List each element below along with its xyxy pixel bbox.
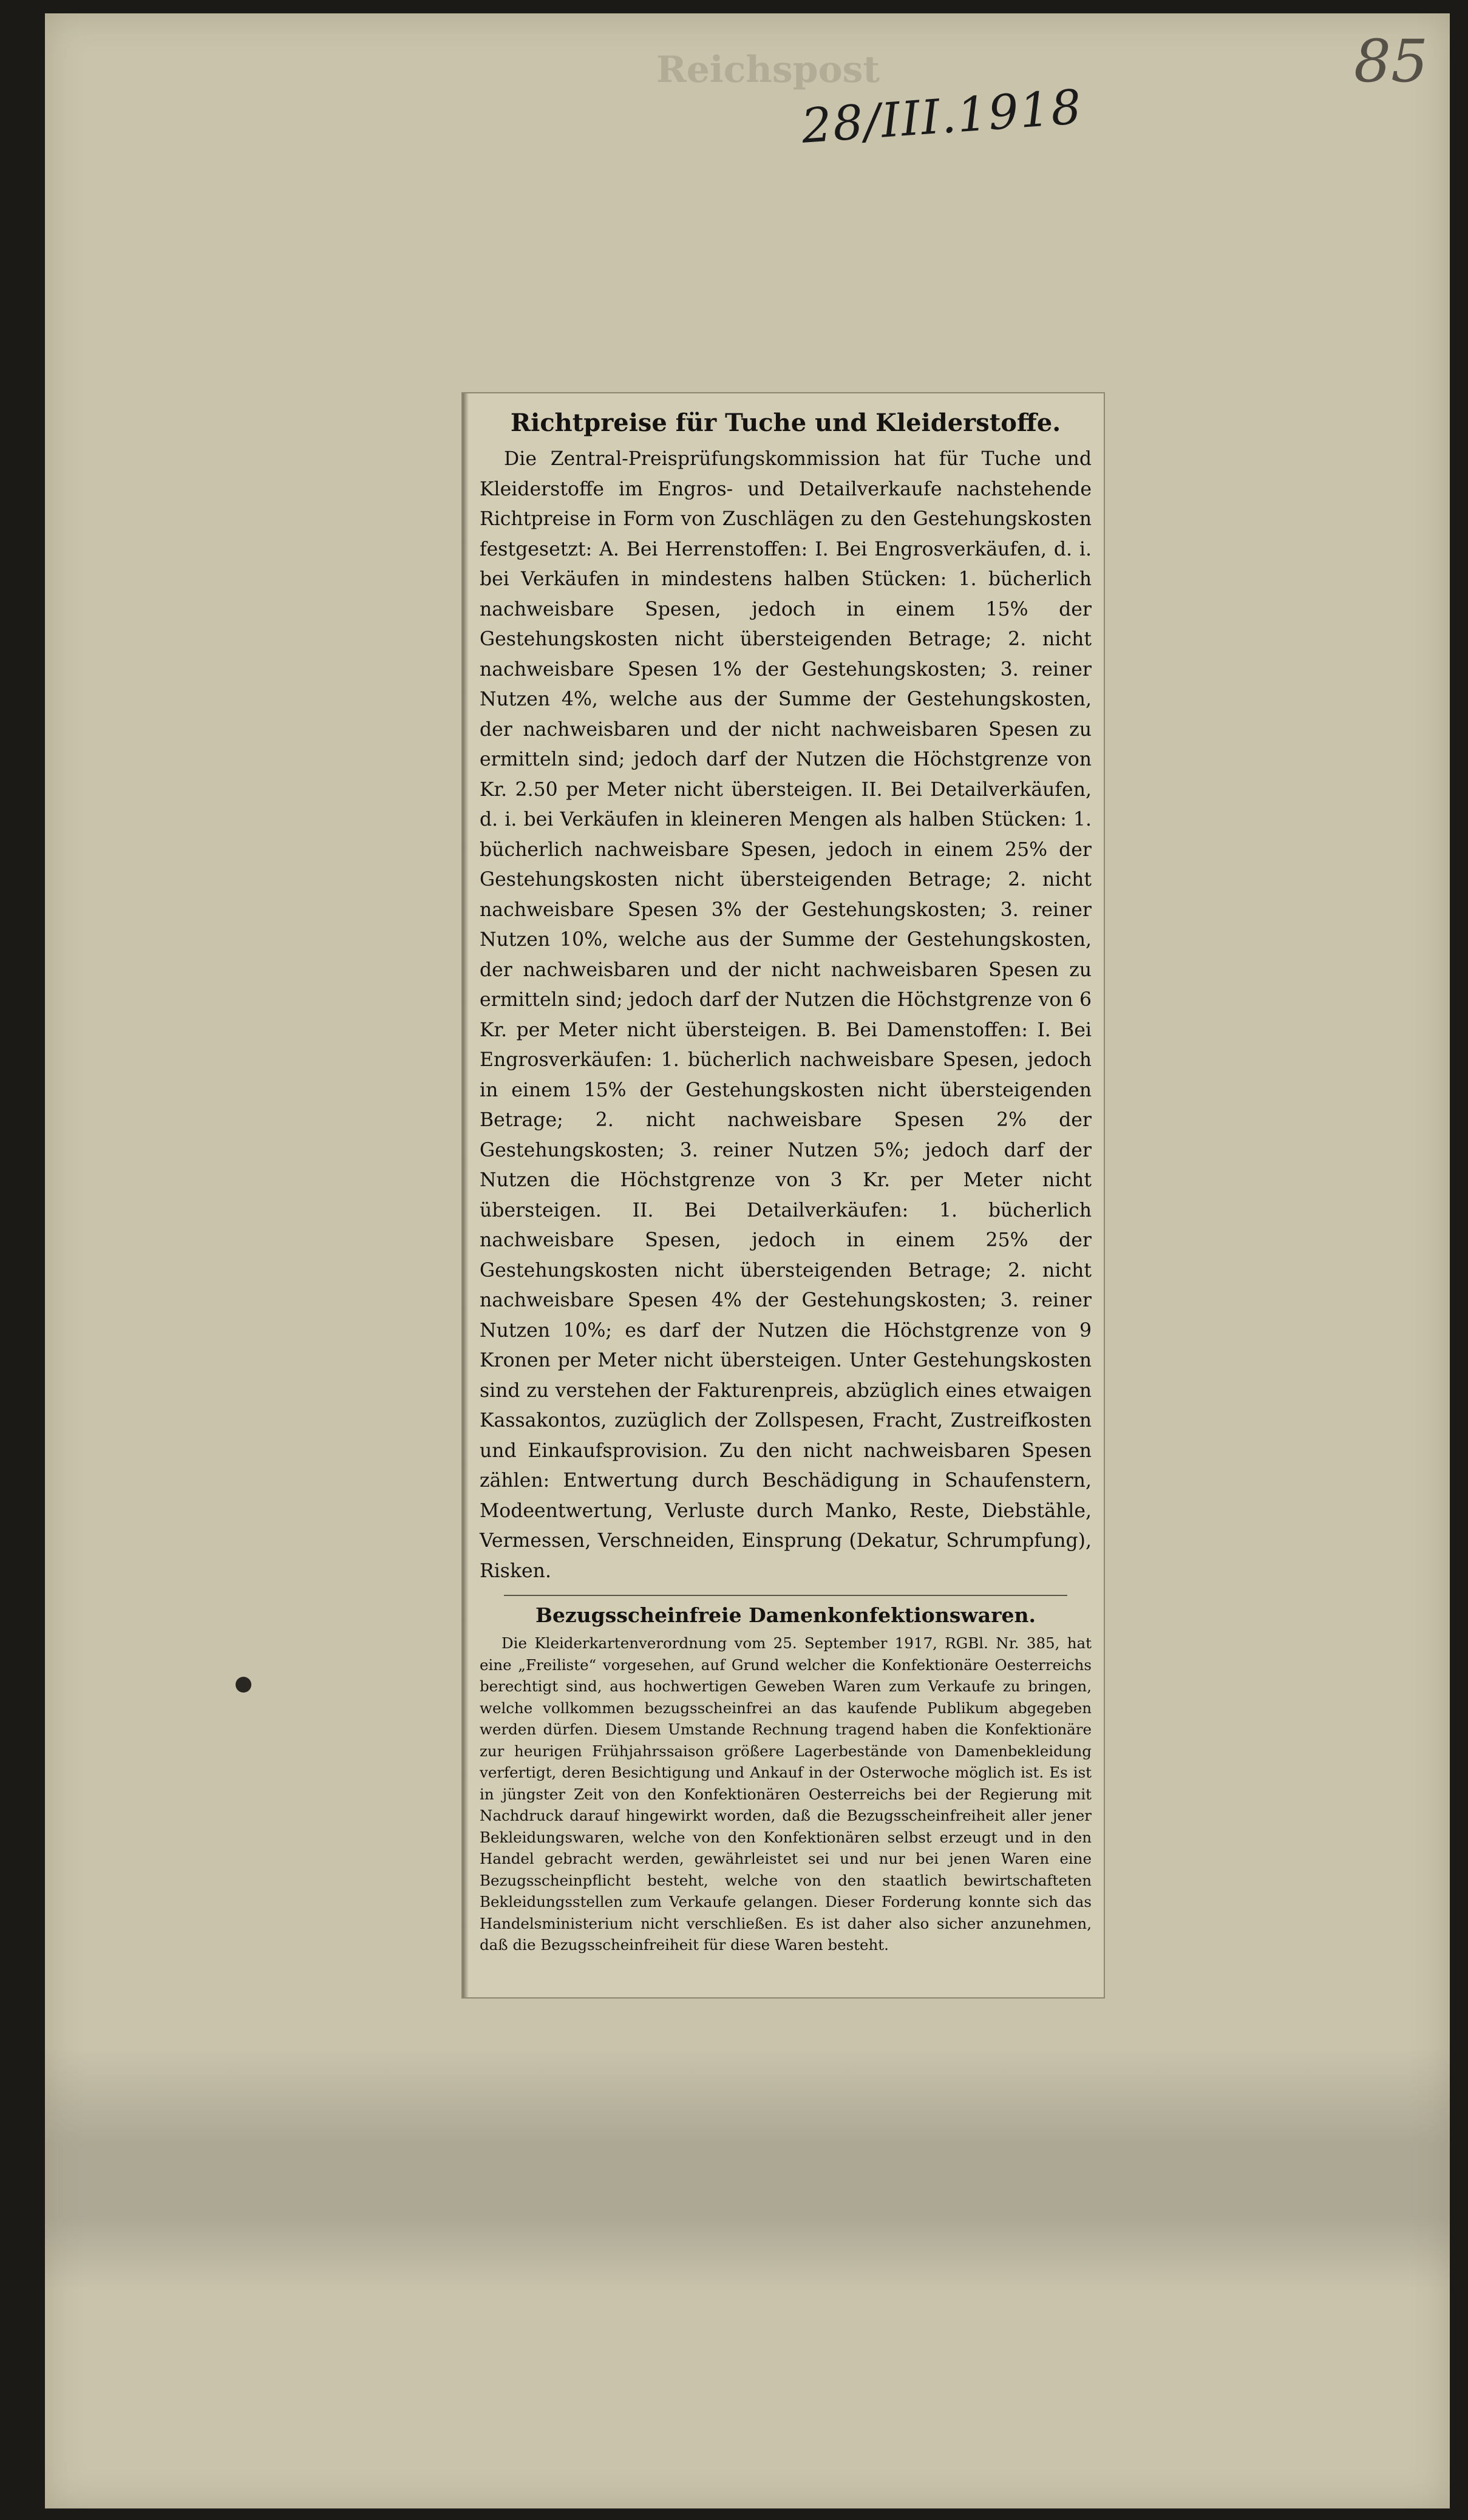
article-body-bezugsscheinfreie: Die Kleiderkartenverordnung vom 25. September 1917, RGBl. Nr. 385, hat eine „Freiliste“ vorgesehen, auf Grund welcher die Konfektionäre Oesterreichs berechtigt sind, aus hochwertigen Geweben Waren zum Verkaufe zu bringen, welche vollkommen bezugsscheinfrei an das kaufende Publikum abgegeben werden dürfen. Diesem Umstande Rechnung tragend haben die Konfektionäre zur heurigen Frühjahrssaison größere Lagerbestände von Damenbekleidung verfertigt, deren Besichtigung und Ankauf in der Osterwoche möglich ist. Es ist in jüngster Zeit von den Konfektionären Oesterreichs bei der Regierung mit Nachdruck darauf hingewirkt worden, daß die Bezugsscheinfreiheit aller jener Bekleidungswaren, welche von den Konfektionären selbst erzeugt und in den Handel gebracht werden, gewährleistet sei und nur bei jenen Waren eine Bezugsscheinpflicht besteht, welche von den staatlich bewirtschafteten Bekleidungsstellen zum Verkaufe gelangen. Dieser Forderung konnte sich das Handelsministerium nicht verschließen. Es ist daher also sicher anzunehmen, daß die Bezugsscheinfreiheit für diese Waren besteht. [480, 1634, 1092, 1954]
newspaper-stamp: Reichspost [656, 49, 880, 91]
paper-fold-shadow [45, 2047, 1450, 2290]
handwritten-page-number: 85 [1354, 27, 1429, 95]
article-title-richtpreise: Richtpreise für Tuche und Kleiderstoffe. [510, 409, 1061, 437]
handwritten-date: 28/III.1918 [800, 80, 1084, 154]
article-body-richtpreise: Die Zentral-Preisprüfungskommission hat für Tuche und Kleiderstoffe im Engros- und Detailverkaufe nachstehende Richtpreise in Form von Zuschlägen zu den Gestehungskosten festgesetzt: A. Bei Herrenstoffen: I. Bei Engrosverkäufen, d. i. bei Verkäufen in mindestens halben Stücken: 1. bücherlich nachweisbare Spesen, jedoch in einem 15% der Gestehungskosten nicht übersteigenden Betrage; 2. nicht nachweisbare Spesen 1% der Gestehungskosten; 3. reiner Nutzen 4%, welche aus der Summe der Gestehungskosten, der nachweisbaren und der nicht nachweisbaren Spesen zu ermitteln sind; jedoch darf der Nutzen die Höchstgrenze von Kr. 2.50 per Meter nicht übersteigen. II. Bei Detailverkäufen, d. i. bei Verkäufen in kleineren Mengen als halben Stücken: 1. bücherlich nachweisbare Spesen, jedoch in einem 25% der Gestehungskosten nicht übersteigenden Betrage; 2. nicht nachweisbare Spesen 3% der Gestehungskosten; 3. reiner Nutzen 10%, welche aus der Summe der Gestehungskosten, der nachweisbaren und der nicht nachweisbaren Spesen zu ermitteln sind; jedoch darf der Nutzen die Höchstgrenze von 6 Kr. per Meter nicht übersteigen. B. Bei Damenstoffen: I. Bei Engrosverkäufen: 1. bücherlich nachweisbare Spesen, jedoch in einem 15% der Gestehungskosten nicht übersteigenden Betrage; 2. nicht nachweisbare Spesen 2% der Gestehungskosten; 3. reiner Nutzen 5%; jedoch darf der Nutzen die Höchstgrenze von 3 Kr. per Meter nicht übersteigen. II. Bei Detailverkäufen: 1. bücherlich nachweisbare Spesen, jedoch in einem 25% der Gestehungskosten nicht übersteigenden Betrage; 2. nicht nachweisbare Spesen 4% der Gestehungskosten; 3. reiner Nutzen 10%; es darf der Nutzen die Höchstgrenze von 9 Kronen per Meter nicht übersteigen. Unter Gestehungskosten sind zu verstehen der Fakturenpreis, abzüglich eines etwaigen Kassakontos, zuzüglich der Zollspesen, Fracht, Zustreifkosten und Einkaufsprovision. Zu den nicht nachweisbaren Spesen zählen: Entwertung durch Beschädigung in Schaufenstern, Modeentwertung, Verluste durch Manko, Reste, Diebstähle, Vermessen, Verschneiden, Einsprung (Dekatur, Schrumpfung), Risken. [480, 448, 1092, 1582]
article-title-bezugsscheinfreie: Bezugsscheinfreie Damenkonfektionswaren. [535, 1603, 1036, 1627]
clipping-shadow-edge [463, 393, 469, 1997]
punch-hole [236, 1677, 251, 1693]
newspaper-clipping [461, 392, 1105, 1999]
article-divider [504, 1595, 1067, 1596]
